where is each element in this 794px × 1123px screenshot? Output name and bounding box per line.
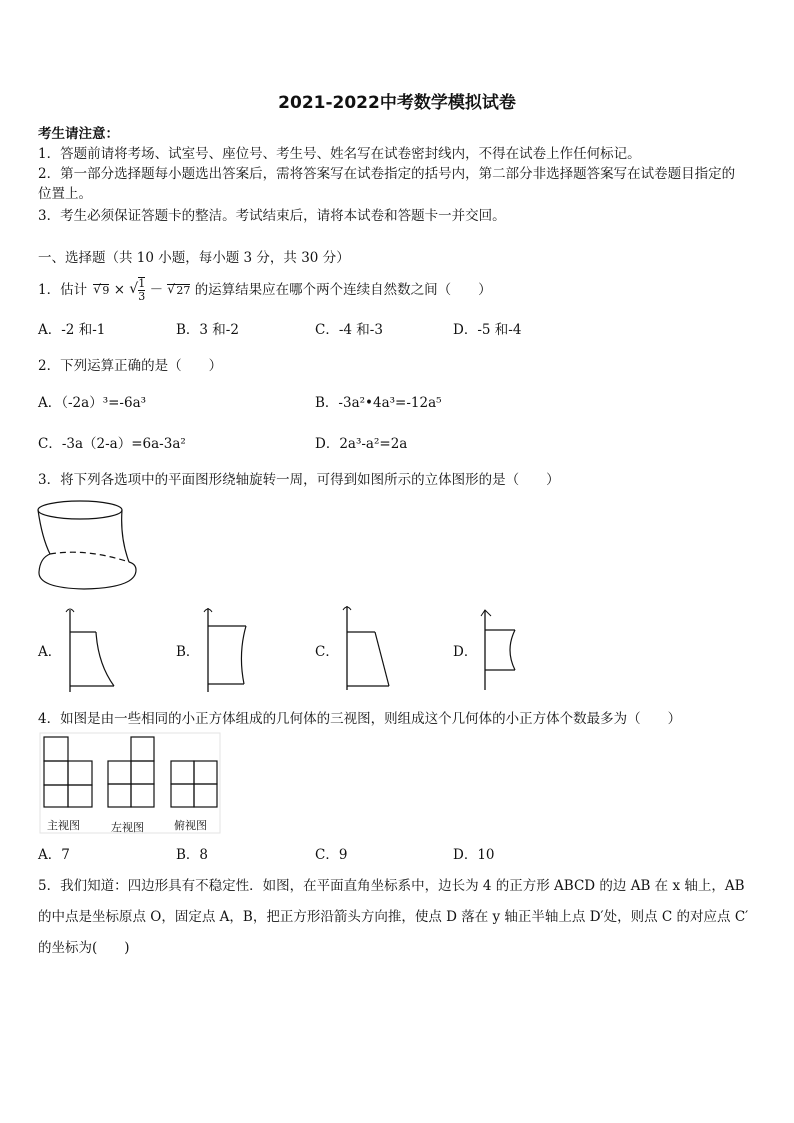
q1-prefix: 1．估计: [38, 282, 88, 298]
question-1: [38, 277, 492, 304]
q2-option-a[interactable]: A．（-2a）³=-6a³: [38, 395, 147, 411]
notice-heading: 考生请注意：: [38, 126, 119, 142]
question-5-line: 的坐标为( ): [38, 940, 130, 956]
q4-option-d[interactable]: D．10: [453, 847, 495, 863]
q3-option-a[interactable]: A．: [38, 644, 62, 660]
q3-option-c[interactable]: C．: [315, 644, 339, 660]
left-view-label: 左视图: [111, 821, 144, 834]
q4-option-b[interactable]: B．8: [176, 847, 209, 863]
q3-option-b[interactable]: B．: [176, 644, 200, 660]
option-c-figure: [337, 602, 397, 692]
sqrt-frac: [129, 277, 145, 304]
frac-denominator: 3: [138, 290, 146, 303]
q4-option-c[interactable]: C．9: [315, 847, 348, 863]
radical-icon: √: [167, 282, 176, 296]
q2-option-c[interactable]: C．-3a（2-a）=6a-3a²: [38, 436, 186, 452]
radical-icon: √: [129, 281, 139, 297]
option-d-figure: [475, 606, 535, 696]
q3-option-d[interactable]: D．: [453, 644, 478, 660]
radical-icon: √: [93, 282, 102, 296]
notice-item: 3．考生必须保证答题卡的整洁。考试结束后，请将本试卷和答题卡一并交回。: [38, 208, 506, 224]
question-3: 3．将下列各选项中的平面图形绕轴旋转一周，可得到如图所示的立体图形的是（ ）: [38, 472, 560, 488]
top-view-label: 俯视图: [174, 819, 207, 832]
q1-suffix: 的运算结果应在哪个两个连续自然数之间（ ）: [194, 282, 492, 298]
front-view-label: 主视图: [47, 819, 80, 832]
section-heading: 一、选择题（共 10 小题，每小题 3 分，共 30 分）: [38, 250, 350, 266]
sqrt-27: √ 27: [167, 282, 191, 297]
q1-option-b[interactable]: B．3 和-2: [176, 322, 239, 338]
q1-option-d[interactable]: D．-5 和-4: [453, 322, 522, 338]
sqrt-9: √ 9: [93, 282, 110, 297]
option-a-figure: [60, 604, 120, 694]
frac-numerator: 1: [138, 277, 146, 290]
notice-item: 位置上。: [38, 186, 92, 202]
q1-option-c[interactable]: C．-4 和-3: [315, 322, 383, 338]
question-5-line: 的中点是坐标原点 O，固定点 A，B，把正方形沿箭头方向推，使点 D 落在 y 轴正半轴上点 D′处，则点 C 的对应点 C′: [38, 909, 749, 925]
page-title: 2021-2022中考数学模拟试卷: [278, 93, 516, 113]
q4-option-a[interactable]: A．7: [38, 847, 70, 863]
question-5-line: 5．我们知道：四边形具有不稳定性．如图，在平面直角坐标系中，边长为 4 的正方形 ABCD 的边 AB 在 x 轴上，AB: [38, 878, 745, 894]
q1-option-a[interactable]: A．-2 和-1: [38, 322, 106, 338]
q2-option-d[interactable]: D．2a³-a²=2a: [315, 436, 408, 452]
minus-sign: －: [149, 282, 164, 298]
option-b-figure: [198, 604, 258, 694]
question-2: 2．下列运算正确的是（ ）: [38, 358, 223, 374]
solid-figure: [36, 498, 142, 594]
notice-item: 1．答题前请将考场、试室号、座位号、考生号、姓名写在试卷密封线内，不得在试卷上作任何标记。: [38, 146, 641, 162]
notice-item: 2．第一部分选择题每小题选出答案后，需将答案写在试卷指定的括号内，第二部分非选择题答案写在试卷题目指定的: [38, 166, 736, 182]
question-4: 4．如图是由一些相同的小正方体组成的几何体的三视图，则组成这个几何体的小正方体个数最多为（ ）: [38, 711, 682, 727]
q2-option-b[interactable]: B．-3a²•4a³=-12a⁵: [315, 395, 442, 411]
times-sign: ×: [113, 282, 125, 298]
